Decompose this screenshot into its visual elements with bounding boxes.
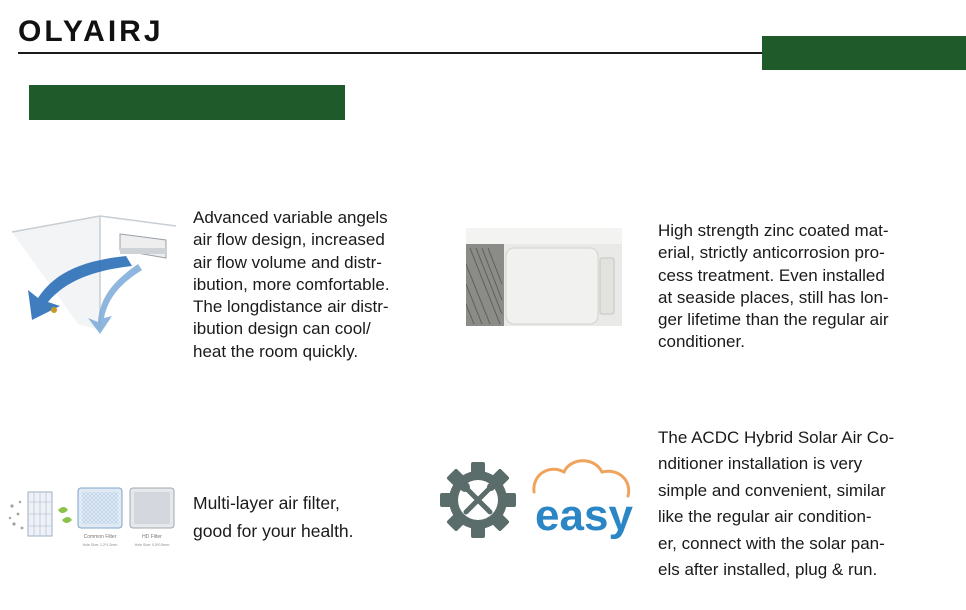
feature-airflow-text: Advanced variable angels air flow design, increased air flow volume and distr- ibution, more comfortable. The longdistance air distr- ibution design can cool/ heat the room quickly. xyxy=(193,208,390,361)
air-filter-diagram xyxy=(6,480,182,558)
outdoor-unit-photo xyxy=(466,228,622,326)
airflow-diagram xyxy=(8,212,180,338)
easy-install-icon xyxy=(438,452,638,548)
header-accent-bar xyxy=(762,36,966,70)
common-filter-label: Common Filter xyxy=(83,534,117,540)
logo-text: OLYAIRJ xyxy=(18,15,164,46)
hd-hole-size: Hole Size: 0.5*0.5mm xyxy=(134,543,170,547)
feature-zinc-coating-text: High strength zinc coated mat- erial, strictly anticorrosion pro- cess treatment. Even installed at seaside places, still has lon- ger lifetime than the regular air conditioner. xyxy=(658,221,889,352)
feature-easy-install-text: The ACDC Hybrid Solar Air Co- nditioner installation is very simple and convenient, similar like the regular air condition- er, connect with the solar pan- els after installed, plug & run. xyxy=(658,428,895,580)
easy-word: easy xyxy=(535,491,633,540)
header-rule xyxy=(18,52,766,54)
feature-air-filter-text: Multi-layer air filter, good for your health. xyxy=(193,493,354,541)
brand-logo xyxy=(18,14,196,46)
hd-filter-label: HD Filter xyxy=(142,534,162,540)
gear-icon xyxy=(440,462,516,538)
section-title-bar xyxy=(29,85,345,120)
common-hole-size: Hole Size: 1.2*1.2mm xyxy=(82,543,118,547)
